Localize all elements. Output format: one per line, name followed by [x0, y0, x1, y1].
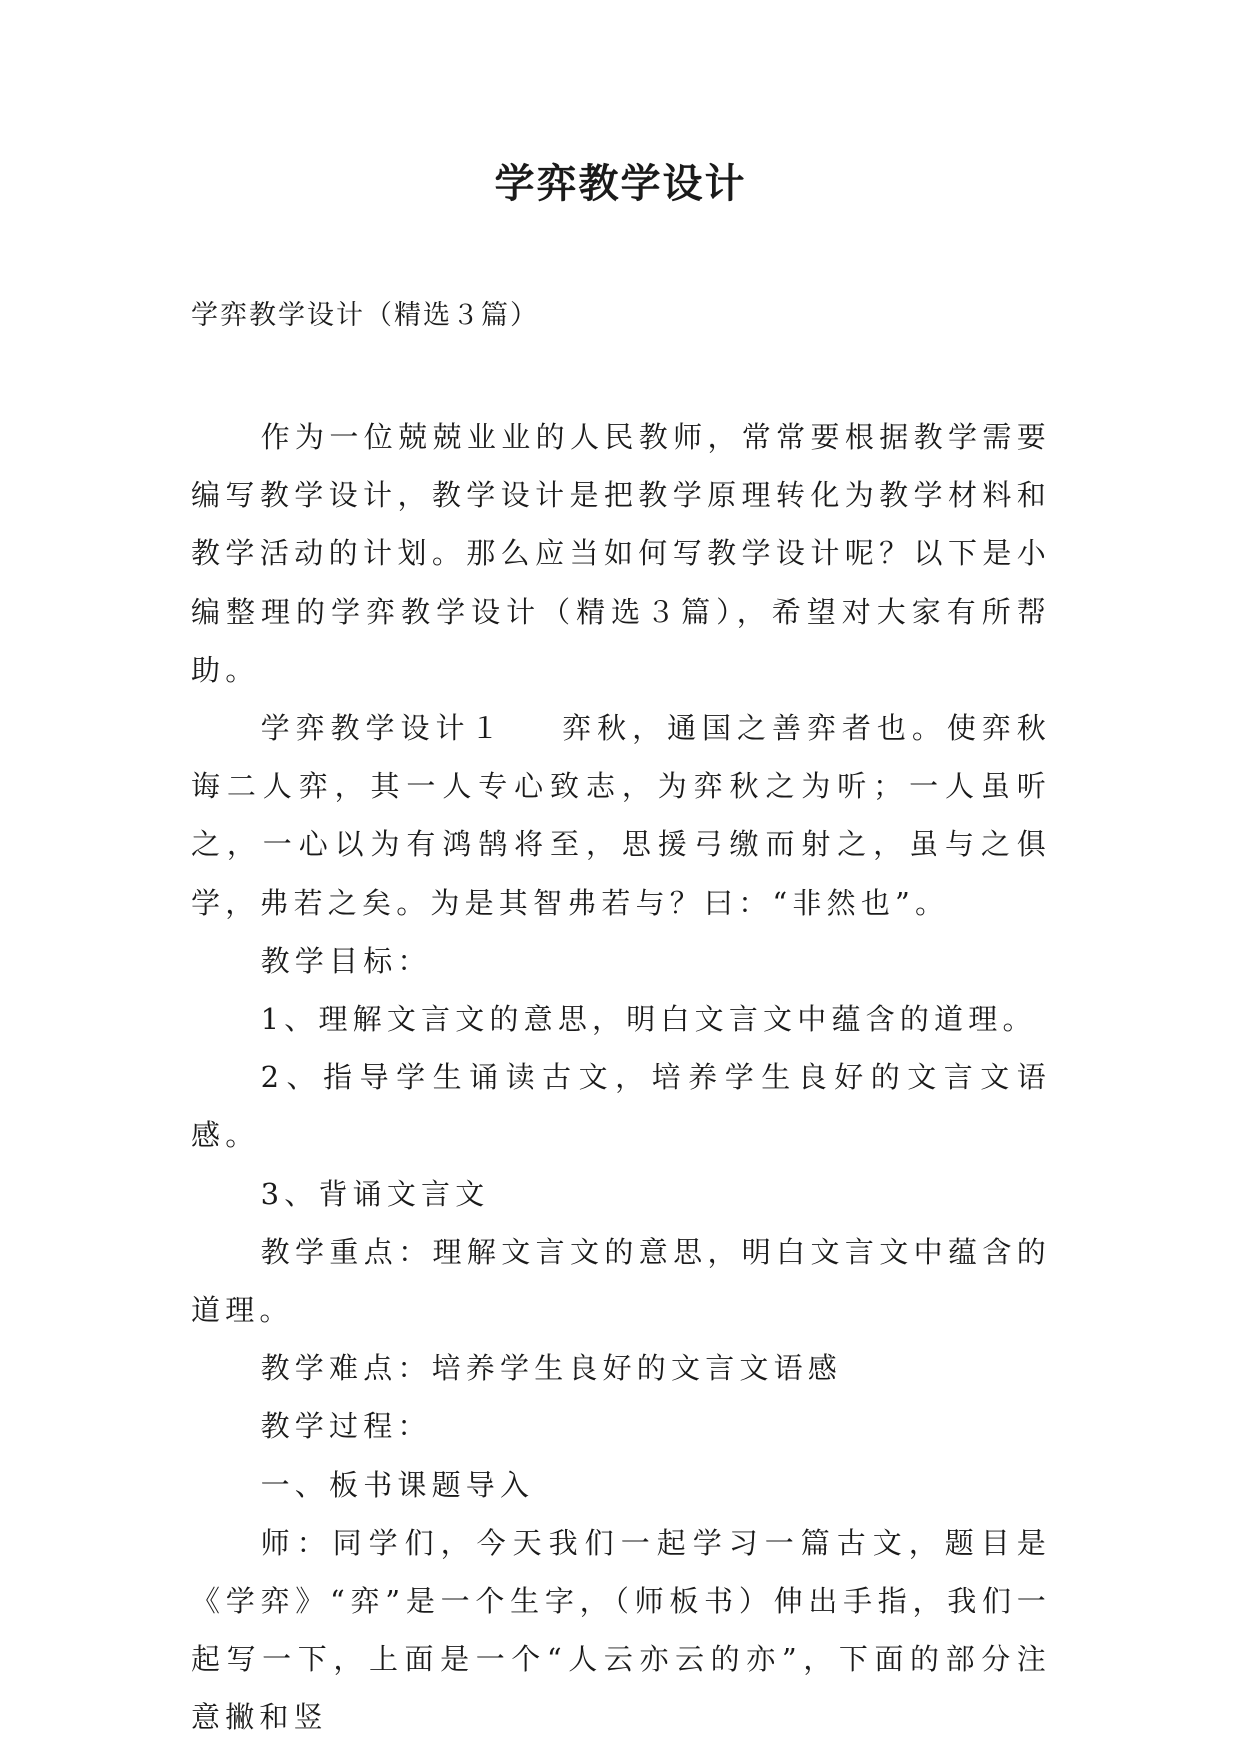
design1-paragraph: [191, 699, 1051, 932]
document-title: 学弈教学设计: [494, 160, 747, 207]
goal-item-2: 2、指导学生诵读古文，培养学生良好的文言文语感。: [191, 1060, 1051, 1153]
design1-text: 弈秋，通国之善弈者也。使弈秋诲二人弈，其一人专心致志，为弈秋之为听；一人虽听之，一心以为有鸿鹄将至，思援弓缴而射之，虽与之俱学，弗若之矣。为是其智弗若与？曰：“非然也”。: [191, 711, 1051, 920]
goal-item-1: 1、理解文言文的意思，明白文言文中蕴含的道理。: [260, 1002, 1037, 1037]
design1-heading: 学弈教学设计１: [260, 711, 506, 746]
goal-item-3: 3、背诵文言文: [260, 1176, 490, 1211]
teacher-speech-paragraph: 师：同学们，今天我们一起学习一篇古文，题目是《学弈》“弈”是一个生字，（师板书）伸出手指，我们一起写一下，上面是一个“人云亦云的亦”，下面的部分注意撇和竖: [191, 1525, 1051, 1735]
document-subtitle: 学弈教学设计（精选３篇）: [191, 300, 539, 331]
key-point-paragraph: 教学重点：理解文言文的意思，明白文言文中蕴含的道理。: [191, 1234, 1051, 1328]
document-body: [191, 408, 1051, 1747]
process-heading: 教学过程：: [260, 1409, 432, 1444]
intro-paragraph: 作为一位兢兢业业的人民教师，常常要根据教学需要编写教学设计，教学设计是把教学原理转化为教学材料和教学活动的计划。那么应当如何写教学设计呢？以下是小编整理的学弈教学设计（精选３篇），希望对大家有所帮助。: [191, 420, 1051, 687]
goals-heading: 教学目标：: [260, 943, 432, 978]
difficulty-paragraph: 教学难点：培养学生良好的文言文语感: [260, 1351, 842, 1386]
step-1-heading: 一、板书课题导入: [260, 1467, 535, 1502]
